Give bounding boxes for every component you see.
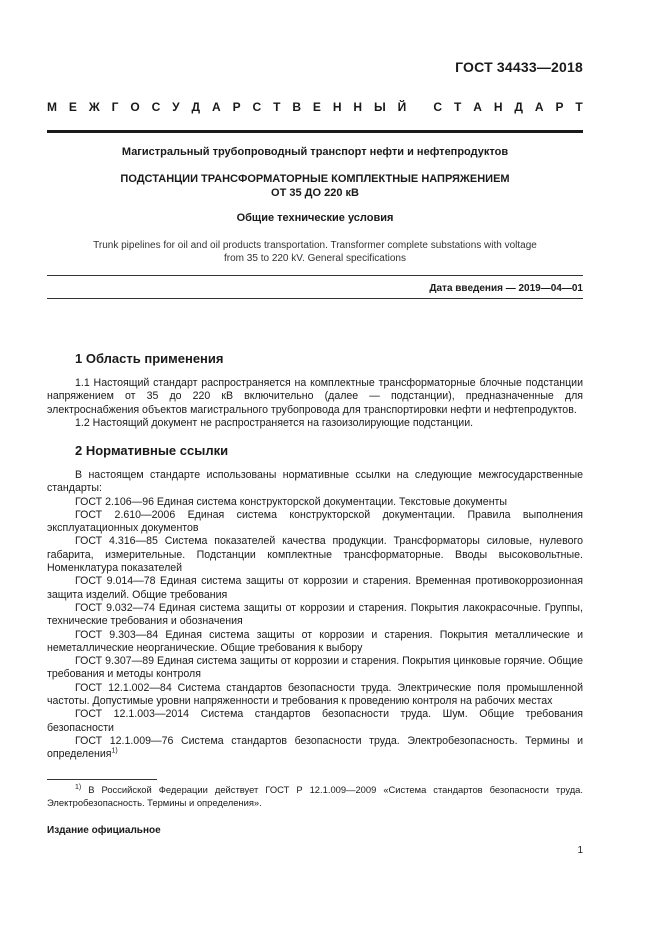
ref-item: ГОСТ 2.106—96 Единая система конструкторской документации. Текстовые документы — [75, 495, 508, 508]
banner-letter: Н — [493, 100, 503, 114]
banner-letter: Д — [191, 100, 201, 114]
english-title-line2: from 35 to 220 kV. General specifications — [224, 253, 406, 264]
banner-letter: Д — [514, 100, 523, 114]
title-rule — [47, 275, 583, 276]
section2-heading: 2 Нормативные ссылки — [75, 443, 229, 458]
ref-item: ГОСТ 12.1.002—84 Система стандартов безопасности труда. Электрические поля промышленной частоты. Допустимые уровни напряженности и требования к проведению контроля на рабочих местах — [47, 681, 583, 708]
date-rule — [47, 298, 583, 299]
document-page — [47, 0, 583, 935]
banner-letter: Р — [232, 100, 241, 114]
header-rule — [47, 130, 583, 133]
banner-letter: А — [211, 100, 221, 114]
banner-letter: Р — [555, 100, 564, 114]
ref-item: ГОСТ 12.1.003—2014 Система стандартов безопасности труда. Шум. Общие требования безопасности — [47, 708, 583, 734]
banner-letter: Т — [575, 100, 583, 114]
banner-letter: Н — [353, 100, 363, 114]
paragraph-1-2: 1.2 Настоящий документ не распространяется на газоизолирующие подстанции. — [75, 416, 474, 429]
footnote-rule — [47, 779, 157, 780]
banner-letter: С — [433, 100, 443, 114]
subject-title-line2: ОТ 35 ДО 220 кВ — [271, 187, 359, 199]
banner-letter: О — [130, 100, 140, 114]
banner-letter: М — [47, 100, 57, 114]
banner-letter: Ы — [373, 100, 386, 114]
standard-number: ГОСТ 34433—2018 — [455, 59, 583, 75]
main-title: Магистральный трубопроводный транспорт нефти и нефтепродуктов — [121, 146, 509, 158]
banner-letter: В — [292, 100, 301, 114]
paragraph-1-1: 1.1 Настоящий стандарт распространяется на комплектные трансформаторные блочные подстанции напряжением от 35 до 220 кВ включительно (далее — подстанции), предназначенные для электроснабжения объектов магистрального трубопровода для транспортировки нефти и нефтепродуктов. — [47, 377, 583, 416]
banner-letter: У — [172, 100, 180, 114]
banner-letter: Г — [111, 100, 119, 114]
banner-letter — [418, 100, 421, 114]
introduction-date: Дата введения — 2019—04—01 — [429, 283, 583, 294]
ref-item: ГОСТ 2.610—2006 Единая система конструкторской документации. Правила выполнения эксплуатационных документов — [47, 508, 583, 535]
banner-letter: С — [151, 100, 161, 114]
banner-letter: Е — [68, 100, 77, 114]
footnote-reference[interactable]: 1) — [111, 747, 118, 755]
ref-item-text: ГОСТ 12.1.009—76 Система стандартов безопасности труда. Электробезопасность. Термины и определения — [47, 734, 583, 761]
english-title — [47, 239, 583, 265]
footnote — [47, 783, 583, 809]
section2-body — [47, 469, 583, 762]
page-number: 1 — [577, 845, 583, 856]
banner-letter: Ж — [88, 100, 100, 114]
section1-heading: 1 Область применения — [75, 351, 224, 366]
banner-letter: Н — [332, 100, 342, 114]
ref-item: ГОСТ 9.032—74 Единая система защиты от коррозии и старения. Покрытия лакокрасочные. Группы, технические требования и обозначения — [47, 601, 583, 628]
ref-item: ГОСТ 9.014—78 Единая система защиты от коррозии и старения. Временная противокоррозионная защита изделий. Общие требования — [47, 575, 583, 601]
interstate-standard-banner — [47, 100, 583, 114]
banner-letter: Т — [273, 100, 281, 114]
banner-letter: А — [473, 100, 482, 114]
banner-letter: Т — [453, 100, 462, 114]
banner-letter: Е — [312, 100, 321, 114]
english-title-line1: Trunk pipelines for oil and oil products transportation. Transformer complete substations with voltage — [93, 240, 537, 251]
ref-item: ГОСТ 9.303—84 Единая система защиты от коррозии и старения. Покрытия металлические и неметаллические неорганические. Общие требования к выбору — [47, 628, 583, 654]
banner-letter: А — [534, 100, 544, 114]
footnote-text: В Российской Федерации действует ГОСТ Р 12.1.009—2009 «Система стандартов безопасности труда. Электробезопасность. Термины и определения». — [47, 784, 583, 808]
banner-letter: С — [252, 100, 262, 114]
ref-item: ГОСТ 4.316—85 Система показателей качества продукции. Трансформаторы силовые, нулевого габарита, измерительные. Подстанции комплектные трансформаторные. Вводы высоковольтные. Номенклатура показателей — [47, 535, 583, 575]
section2-intro: В настоящем стандарте использованы нормативные ссылки на следующие межгосударственные стандарты: — [47, 469, 583, 495]
subject-title-line1: ПОДСТАНЦИИ ТРАНСФОРМАТОРНЫЕ КОМПЛЕКТНЫЕ НАПРЯЖЕНИЕМ — [120, 173, 510, 185]
banner-letter: Й — [397, 100, 407, 114]
subject-title — [47, 172, 583, 200]
conditions-title: Общие технические условия — [236, 212, 394, 224]
official-edition-label: Издание официальное — [47, 825, 161, 836]
section1-body — [47, 377, 583, 430]
footnote-mark: 1) — [75, 783, 82, 791]
ref-item: ГОСТ 9.307—89 Единая система защиты от коррозии и старения. Покрытия цинковые горячие. Общие требования и методы контроля — [47, 655, 583, 681]
ref-item-last — [47, 735, 583, 762]
